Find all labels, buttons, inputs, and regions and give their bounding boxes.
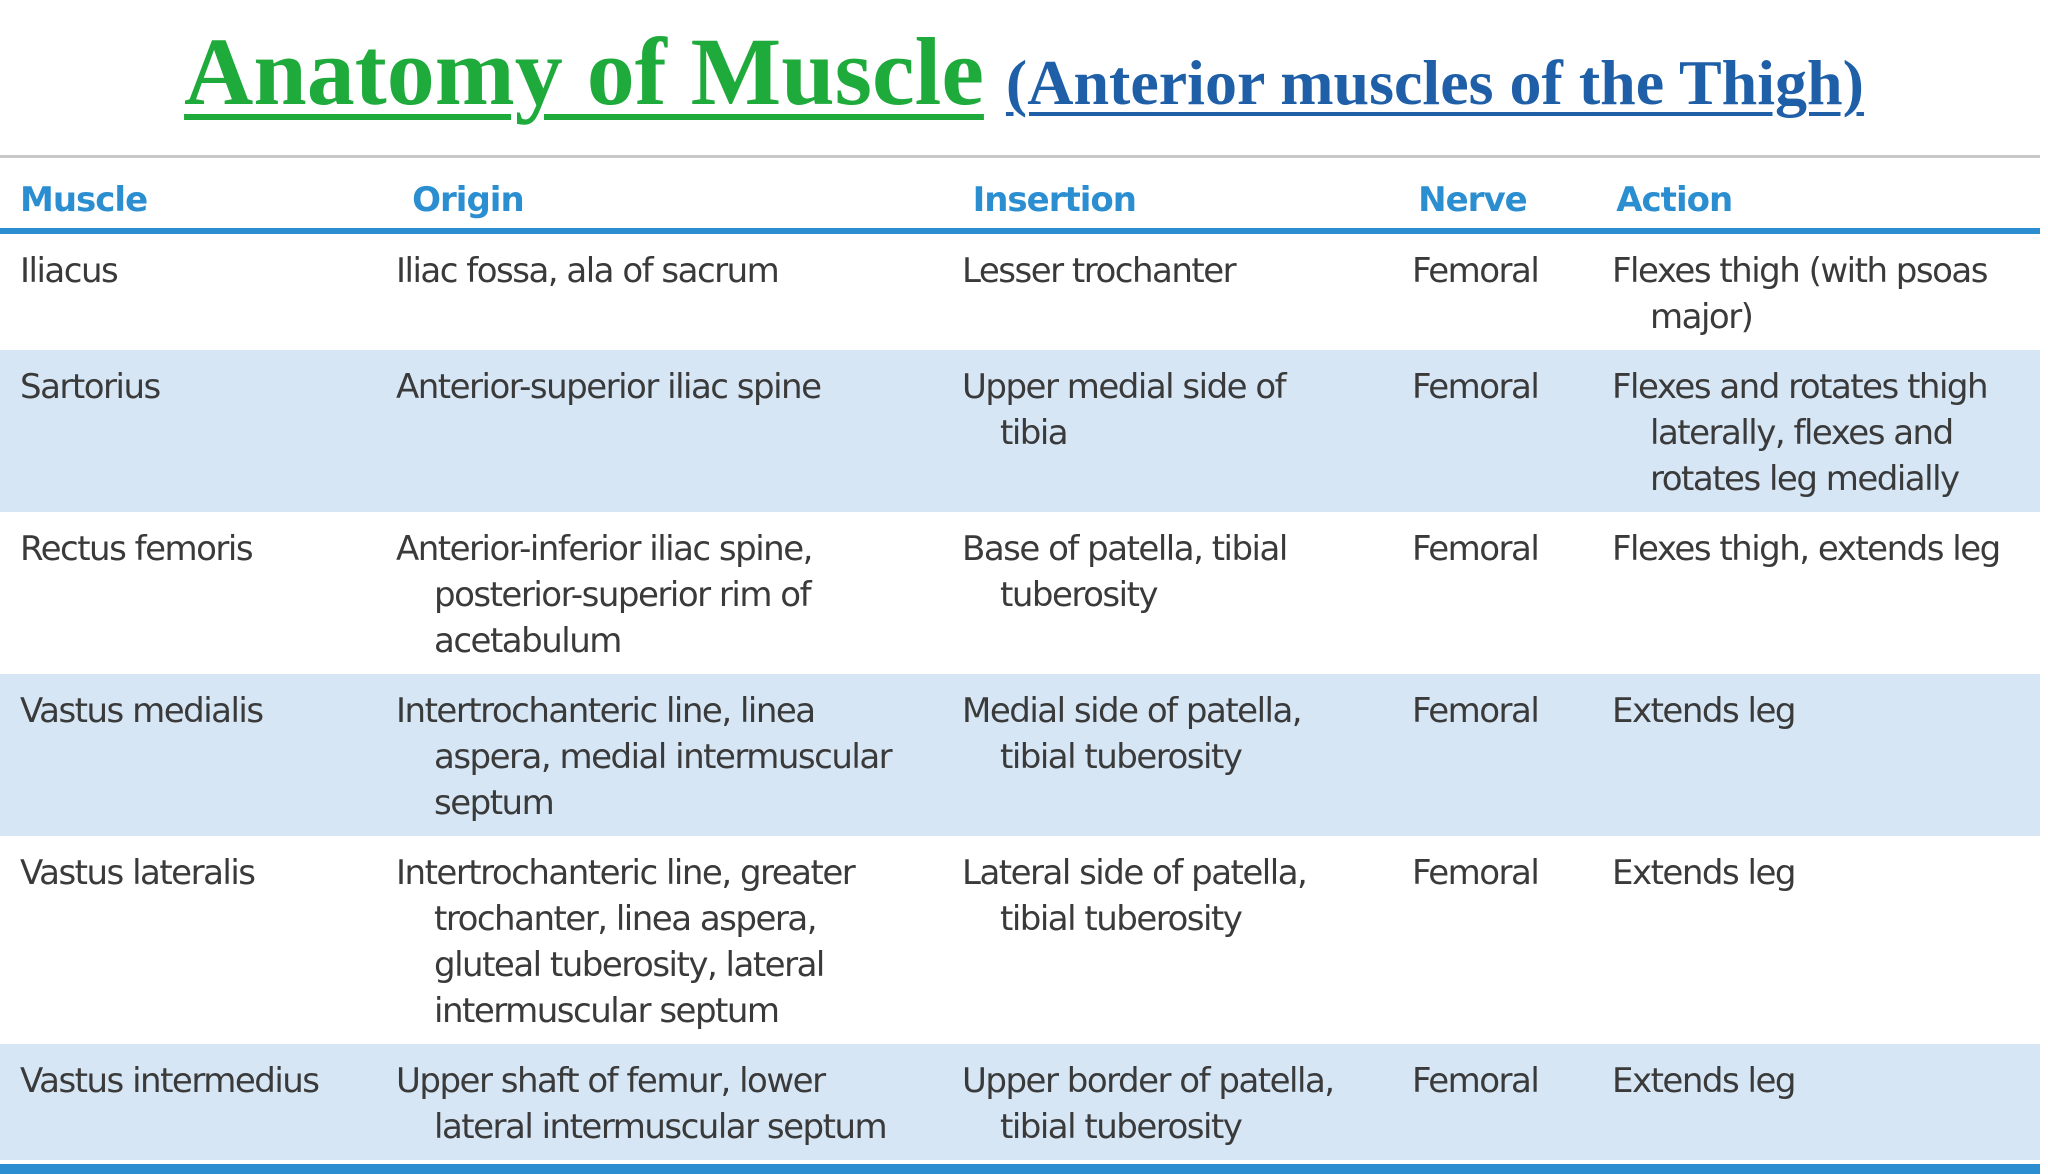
cell-action [1612,364,2040,502]
table-body [0,234,2040,1160]
cell-muscle [0,850,396,1034]
cell-line: Iliacus [20,251,118,291]
cell-action [1612,1058,2040,1150]
cell-line: Flexes thigh (with psoas [1612,251,1987,291]
cell-origin [396,248,962,340]
cell-origin [396,364,962,502]
cell-origin [396,850,962,1034]
cell-line: intermuscular septum [434,991,779,1031]
cell-line: Flexes thigh, extends leg [1612,529,2000,569]
cell-nerve [1412,1058,1612,1150]
cell-line: tibial tuberosity [1000,1107,1242,1147]
cell-nerve [1412,688,1612,826]
cell-line: Femoral [1412,251,1539,291]
cell-line: major) [1650,297,1753,337]
cell-line: Medial side of patella, [962,691,1302,731]
cell-muscle [0,688,396,826]
page-title-row [0,16,2048,127]
cell-line: Vastus lateralis [20,853,255,893]
cell-line: Lesser trochanter [962,251,1236,291]
cell-line: lateral intermuscular septum [434,1107,887,1147]
cell-line: Anterior-superior iliac spine [396,367,821,407]
cell-nerve [1412,248,1612,340]
cell-line: Upper shaft of femur, lower [396,1061,825,1101]
cell-line: Upper medial side of [962,367,1286,407]
cell-action [1612,850,2040,1034]
cell-origin [396,688,962,826]
cell-line: acetabulum [434,621,621,661]
cell-line: Rectus femoris [20,529,253,569]
cell-insertion [962,526,1412,664]
cell-line: Femoral [1412,853,1539,893]
cell-line: Intertrochanteric line, greater [396,853,855,893]
cell-line: laterally, flexes and [1650,413,1953,453]
cell-action [1612,688,2040,826]
cell-muscle [0,248,396,340]
page-subtitle: (Anterior muscles of the Thigh) [1005,47,1864,118]
cell-line: Vastus intermedius [20,1061,319,1101]
table-row [0,674,2040,836]
cell-insertion [962,850,1412,1034]
cell-line: Anterior-inferior iliac spine, [396,529,812,569]
cell-line: Lateral side of patella, [962,853,1307,893]
muscle-table [0,170,2040,1174]
table-row [0,234,2040,350]
cell-line: Femoral [1412,529,1539,569]
header-muscle: Muscle [20,180,148,220]
bottom-divider [0,1164,2040,1174]
cell-line: tibial tuberosity [1000,899,1242,939]
cell-nerve [1412,364,1612,502]
cell-nerve [1412,526,1612,664]
cell-line: septum [434,783,554,823]
cell-line: tibia [1000,413,1068,453]
cell-insertion [962,364,1412,502]
cell-line: tibial tuberosity [1000,737,1242,777]
cell-line: aspera, medial intermuscular [434,737,892,777]
cell-muscle [0,364,396,502]
cell-line: Base of patella, tibial [962,529,1287,569]
cell-line: gluteal tuberosity, lateral [434,945,824,985]
cell-line: Femoral [1412,1061,1539,1101]
cell-insertion [962,1058,1412,1150]
cell-action [1612,248,2040,340]
cell-line: Extends leg [1612,1061,1795,1101]
cell-action [1612,526,2040,664]
cell-origin [396,1058,962,1150]
table-header-row [0,170,2040,234]
cell-line: Extends leg [1612,691,1795,731]
cell-line: Sartorius [20,367,160,407]
cell-line: Upper border of patella, [962,1061,1334,1101]
cell-line: Iliac fossa, ala of sacrum [396,251,779,291]
cell-insertion [962,688,1412,826]
cell-line: posterior-superior rim of [434,575,811,615]
cell-line: trochanter, linea aspera, [434,899,817,939]
cell-line: tuberosity [1000,575,1158,615]
cell-origin [396,526,962,664]
header-insertion: Insertion [972,180,1136,220]
header-action: Action [1616,180,1733,220]
cell-muscle [0,1058,396,1150]
cell-nerve [1412,850,1612,1034]
cell-muscle [0,526,396,664]
cell-line: Extends leg [1612,853,1795,893]
cell-line: rotates leg medially [1650,459,1959,499]
cell-line: Flexes and rotates thigh [1612,367,1988,407]
top-divider [0,155,2040,158]
cell-line: Vastus medialis [20,691,263,731]
table-row [0,1044,2040,1160]
table-row [0,350,2040,512]
table-row [0,836,2040,1044]
page-title: Anatomy of Muscle [184,18,984,125]
table-row [0,512,2040,674]
cell-line: Femoral [1412,367,1539,407]
header-origin: Origin [412,180,524,220]
cell-line: Femoral [1412,691,1539,731]
cell-line: Intertrochanteric line, linea [396,691,815,731]
cell-insertion [962,248,1412,340]
header-nerve: Nerve [1418,180,1527,220]
